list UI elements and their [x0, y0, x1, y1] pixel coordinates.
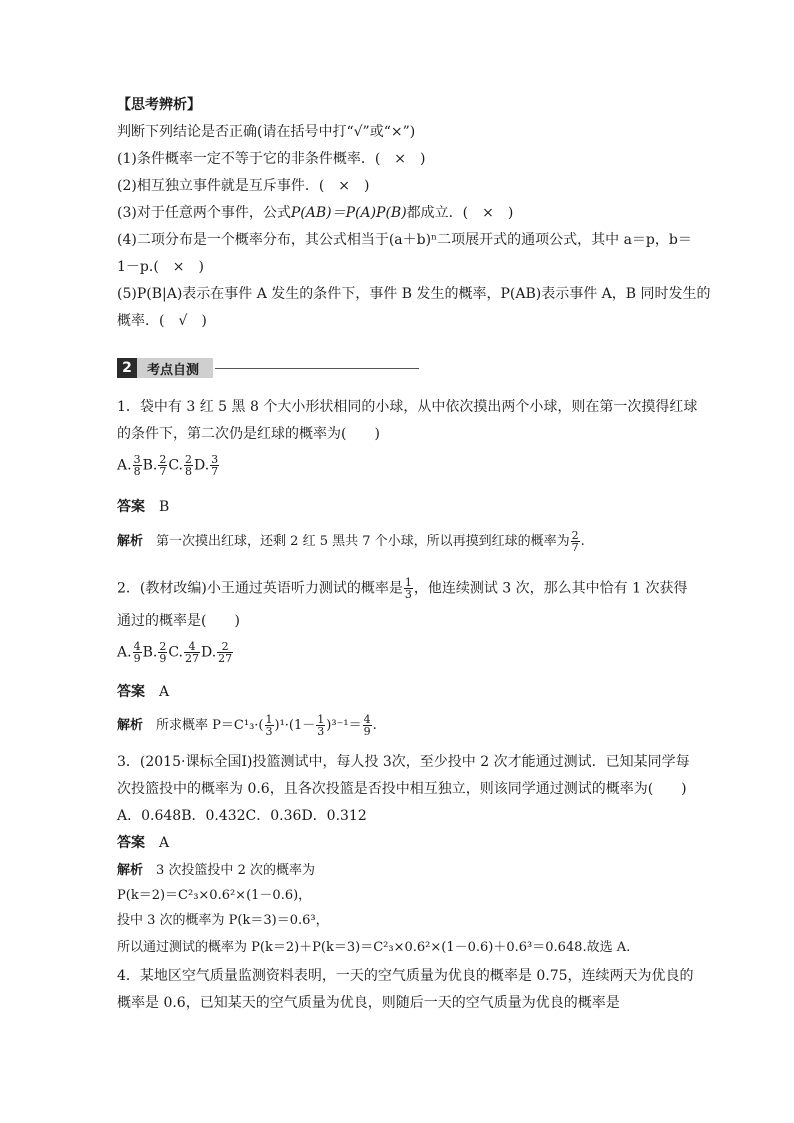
section-divider	[215, 368, 419, 369]
q2-analysis-frac1	[265, 714, 274, 737]
q3-analysis-line1	[117, 861, 315, 881]
q1-opt-d-den: 7	[211, 465, 219, 478]
q2-opt-b-den: 9	[159, 652, 167, 665]
q2-analysis-frac3-den: 9	[363, 725, 371, 738]
q2-stem-line1	[117, 577, 687, 600]
section-header	[117, 358, 419, 378]
think-item-3-post: 都成立．( × )	[406, 205, 514, 221]
q1-answer-value: B	[159, 499, 170, 515]
q1-analysis	[117, 530, 585, 553]
q1-opt-c-num: 2	[184, 453, 192, 466]
q1-opt-d-letter: D.	[193, 457, 210, 474]
q1-opt-b-den: 7	[159, 465, 167, 478]
q3-answer	[117, 833, 169, 853]
q2-opt-c-frac	[184, 641, 200, 664]
think-item-3-pre: (3)对于任意两个事件，公式	[117, 205, 291, 221]
q1-opt-a-letter: A.	[117, 457, 132, 474]
q1-analysis-den: 7	[571, 541, 579, 554]
q2-analysis-frac1-den: 3	[265, 725, 273, 738]
q2-opt-c-den: 27	[184, 652, 199, 665]
q1-opt-d-frac	[210, 454, 219, 477]
q2-analysis-frac3	[363, 714, 372, 737]
q1-opt-c-letter: C.	[168, 457, 183, 474]
q2-stem-line2: 通过的概率是( )	[117, 613, 240, 629]
q1-analysis-label: 解析	[117, 534, 144, 549]
q2-opt-c-letter: C.	[168, 644, 183, 661]
q2-analysis-frac2-den: 3	[317, 725, 325, 738]
q1-options	[117, 454, 220, 477]
q3-analysis-line4: 所以通过测试的概率为 P(k＝2)＋P(k＝3)＝C²₃×0.6²×(1－0.6)＋0.6³＝0.648.故选 A.	[117, 940, 631, 955]
q2-options	[117, 641, 234, 664]
section-label: 考点自测	[137, 358, 213, 378]
q2-analysis-mid2: )¹·(1－	[274, 718, 316, 733]
q2-opt-d-num: 2	[217, 641, 233, 653]
section-number-badge: 2	[117, 358, 137, 378]
q3-stem-line1: 3．(2015·课标全国Ⅰ)投篮测试中，每人投 3次，至少投中 2 次才能通过测试．已知某同学每	[117, 754, 690, 770]
q2-answer	[117, 682, 169, 702]
q2-analysis-end: .	[372, 718, 377, 733]
q2-stem-num: 1	[404, 576, 412, 589]
q2-stem-pre: 2．(教材改编)小王通过英语听力测试的概率是	[117, 580, 403, 597]
q2-analysis-mid1: ·(	[254, 718, 264, 733]
q3-answer-label: 答案	[117, 835, 145, 851]
q2-analysis-frac2	[316, 714, 325, 737]
q3-stem-line2: 次投篮投中的概率为 0.6，且各次投篮是否投中相互独立，则该同学通过测试的概率为( )	[117, 781, 687, 797]
q1-opt-b-num: 2	[159, 453, 167, 466]
think-item-4-line2: 1－p.( × )	[117, 259, 204, 275]
q1-opt-a-den: 8	[133, 465, 141, 478]
q2-opt-d-den: 27	[218, 652, 233, 665]
q2-analysis-comb: ¹₃	[243, 718, 255, 733]
q1-opt-a-frac	[133, 454, 142, 477]
think-item-2: (2)相互独立事件就是互斥事件．( × )	[117, 178, 370, 194]
q1-opt-b-frac	[158, 454, 167, 477]
q3-answer-value: A	[159, 835, 170, 851]
q2-opt-a-num: 4	[133, 640, 141, 653]
q2-analysis	[117, 714, 377, 737]
think-item-1: (1)条件概率一定不等于它的非条件概率．( × )	[117, 151, 426, 167]
q4-stem-line1: 4．某地区空气质量监测资料表明，一天的空气质量为优良的概率是 0.75，连续两天为优良的	[117, 968, 694, 984]
q1-analysis-frac	[571, 530, 580, 553]
q2-opt-d-letter: D.	[200, 644, 217, 661]
think-item-4-line1: (4)二项分布是一个概率分布，其公式相当于(a＋b)ⁿ二项展开式的通项公式，其中 a＝p，b＝	[117, 232, 692, 248]
q1-opt-d-num: 3	[211, 453, 219, 466]
q2-analysis-label: 解析	[117, 718, 144, 733]
q2-opt-a-letter: A.	[117, 644, 132, 661]
q2-opt-b-letter: B.	[142, 644, 158, 661]
q1-analysis-text: 第一次摸出红球，还剩 2 红 5 黑共 7 个小球，所以再摸到红球的概率为	[156, 534, 570, 549]
q2-stem-post: ，他连续测试 3 次，那么其中恰有 1 次获得	[413, 580, 688, 597]
think-instruction: 判断下列结论是否正确(请在括号中打“√”或“×”)	[117, 124, 416, 140]
q1-opt-b-letter: B.	[142, 457, 158, 474]
q2-analysis-frac3-num: 4	[363, 713, 371, 726]
q2-stem-den: 3	[404, 588, 412, 601]
q1-analysis-end: .	[580, 534, 585, 549]
q2-opt-a-den: 9	[133, 652, 141, 665]
think-item-3-formula: P(AB)＝P(A)P(B)	[290, 205, 407, 221]
think-item-3	[117, 203, 513, 223]
q1-opt-c-frac	[184, 454, 193, 477]
think-item-5-line2: 概率．( √ )	[117, 313, 207, 329]
think-title: 【思考辨析】	[117, 97, 201, 113]
q2-opt-b-num: 2	[159, 640, 167, 653]
q2-analysis-frac1-num: 1	[265, 713, 273, 726]
q2-opt-c-num: 4	[184, 641, 200, 653]
q2-answer-label: 答案	[117, 684, 145, 700]
q2-opt-a-frac	[133, 641, 142, 664]
q2-answer-value: A	[159, 684, 170, 700]
q3-analysis-label: 解析	[117, 863, 144, 878]
q2-analysis-mid3: )³⁻¹＝	[326, 718, 362, 733]
q1-answer	[117, 497, 169, 517]
q1-opt-a-num: 3	[133, 453, 141, 466]
q3-analysis-line3: 投中 3 次的概率为 P(k＝3)＝0.6³，	[117, 913, 329, 928]
q2-opt-d-frac	[217, 641, 233, 664]
q1-opt-c-den: 8	[184, 465, 192, 478]
q3-analysis-line2: P(k＝2)＝C²₃×0.6²×(1－0.6)，	[117, 888, 312, 903]
q2-opt-b-frac	[158, 641, 167, 664]
think-item-5-line1: (5)P(B|A)表示在事件 A 发生的条件下，事件 B 发生的概率，P(AB)表示事件 A，B 同时发生的	[117, 286, 711, 302]
q2-stem-frac	[404, 577, 413, 600]
q1-stem-line1: 1．袋中有 3 红 5 黑 8 个大小形状相同的小球，从中依次摸出两个小球，则在第一次摸得红球	[117, 399, 698, 415]
q3-analysis-text1: 3 次投篮投中 2 次的概率为	[156, 863, 315, 878]
q2-analysis-frac2-num: 1	[317, 713, 325, 726]
q4-stem-line2: 概率是 0.6，已知某天的空气质量为优良，则随后一天的空气质量为优良的概率是	[117, 995, 620, 1011]
q3-options: A．0.648B．0.432C．0.36D．0.312	[117, 808, 367, 824]
q1-analysis-num: 2	[571, 529, 579, 542]
q1-answer-label: 答案	[117, 499, 145, 515]
q1-stem-line2: 的条件下，第二次仍是红球的概率为( )	[117, 426, 380, 442]
q2-analysis-pre: 所求概率 P＝C	[156, 718, 244, 733]
